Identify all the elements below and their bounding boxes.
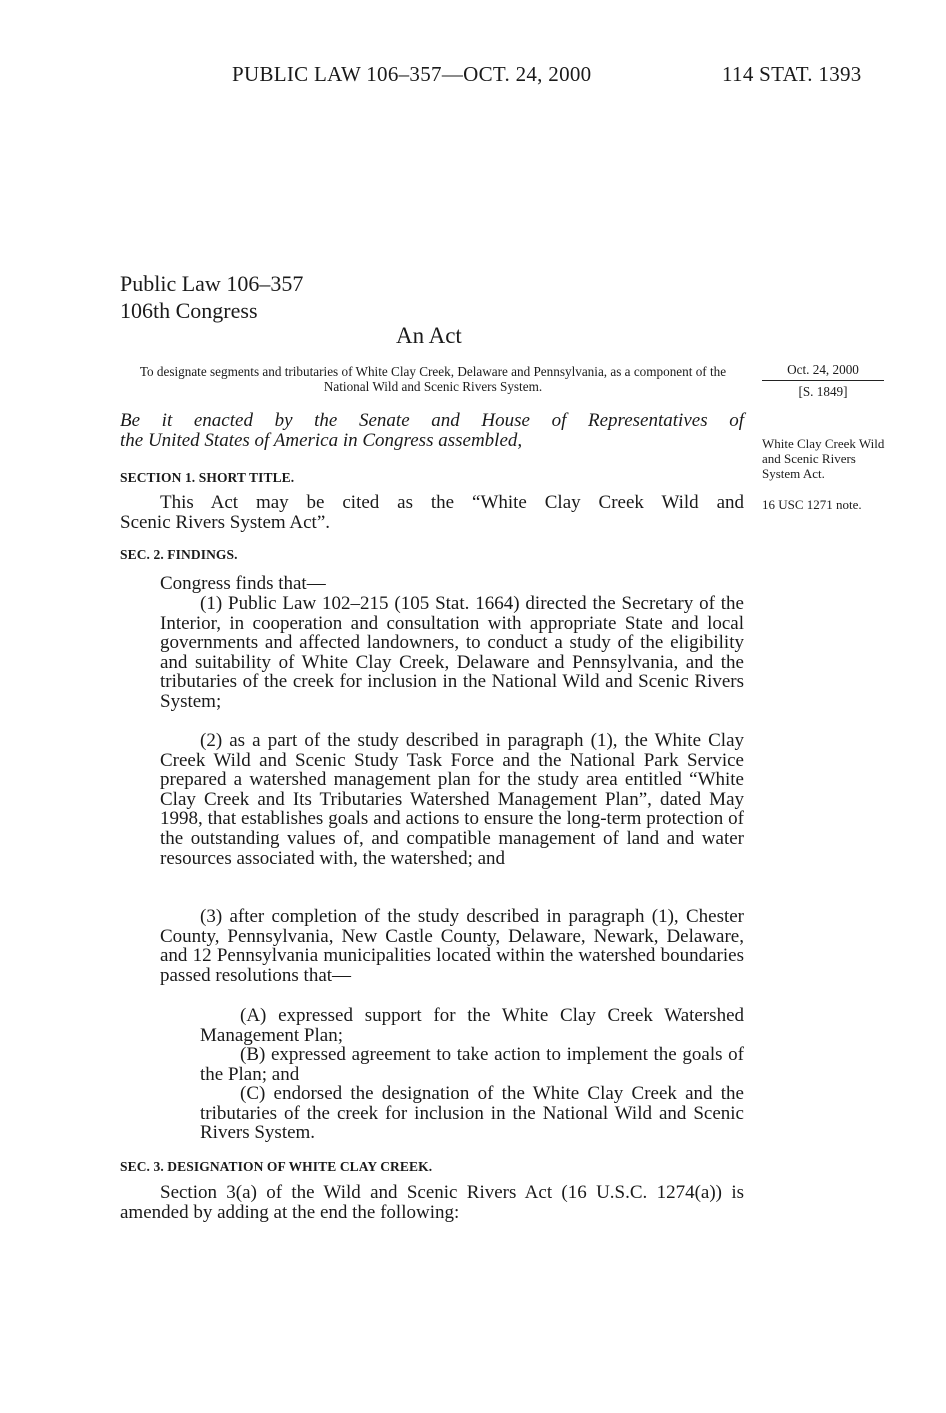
section3-text: Section 3(a) of the Wild and Scenic Rivers Act (16 U.S.C. 1274(a)) is amended by adding at the end the following: (120, 1182, 744, 1223)
act-purpose: To designate segments and tributaries of White Clay Creek, Delaware and Pennsylvania, as a component of the National Wild and Scenic Rivers System. (139, 364, 727, 394)
running-head-page-number: 114 STAT. 1393 (722, 62, 862, 86)
finding-subitem-a: (A) expressed support for the White Clay Creek Watershed Management Plan; (200, 1005, 744, 1046)
senate-bill-number: [S. 1849] (798, 384, 848, 399)
an-act-heading: An Act (396, 323, 462, 348)
findings-intro: Congress finds that— (160, 573, 326, 594)
section2-heading: SEC. 2. FINDINGS. (120, 547, 238, 562)
finding-subitem-b: (B) expressed agreement to take action to implement the goals of the Plan; and (200, 1044, 744, 1085)
finding-subitem-c: (C) endorsed the designation of the White Clay Creek and the tributaries of the creek for inclusion in the National Wild and Scenic Rivers System. (200, 1083, 744, 1144)
section1-text (120, 493, 744, 532)
enactment-date: Oct. 24, 2000 (762, 362, 884, 381)
section1-text-line2: Scenic Rivers System Act”. (120, 511, 331, 533)
enacting-clause-line1: Be it enacted by the Senate and House of Representatives of (120, 410, 744, 431)
section1-heading: SECTION 1. SHORT TITLE. (120, 470, 295, 485)
running-head-left: PUBLIC LAW 106–357—OCT. 24, 2000 (232, 62, 592, 86)
law-title-block (120, 270, 303, 324)
enacting-clause (120, 411, 744, 451)
section3-heading: SEC. 3. DESIGNATION OF WHITE CLAY CREEK. (120, 1159, 433, 1174)
finding-item-1: (1) Public Law 102–215 (105 Stat. 1664) directed the Secretary of the Interior, in cooperation and consultation with appropriate State and local governments and affected landowners, to conduct a study of the eligibility and suitability of White Clay Creek, Delaware and Pennsylvania, and the tributaries of the creek for inclusion in the National Wild and Scenic Rivers System; (160, 593, 744, 712)
public-law-number: Public Law 106–357 (120, 271, 304, 296)
finding-item-2: (2) as a part of the study described in paragraph (1), the White Clay Creek Wild and Scenic Study Task Force and the National Park Service prepared a watershed management plan for the study area entitled “White Clay Creek and Its Tributaries Watershed Management Plan”, dated May 1998, that establishes goals and actions to ensure the long-term protection of the outstanding values of, and compatible management of land and water resources associated with, the watershed; and (160, 730, 744, 869)
margin-note-short-title: White Clay Creek Wild and Scenic Rivers System Act. (762, 436, 885, 481)
date-box (762, 362, 884, 400)
congress-number: 106th Congress (120, 298, 258, 323)
margin-note-usc: 16 USC 1271 note. (762, 497, 862, 512)
enacting-clause-line2: the United States of America in Congress assembled, (120, 430, 523, 451)
finding-item-3: (3) after completion of the study described in paragraph (1), Chester County, Pennsylvania, New Castle County, Delaware, Newark, Delaware, and 12 Pennsylvania municipalities located within the watershed boundaries passed resolutions that— (160, 906, 744, 986)
section1-text-line1: This Act may be cited as the “White Clay Creek Wild and (160, 492, 744, 513)
